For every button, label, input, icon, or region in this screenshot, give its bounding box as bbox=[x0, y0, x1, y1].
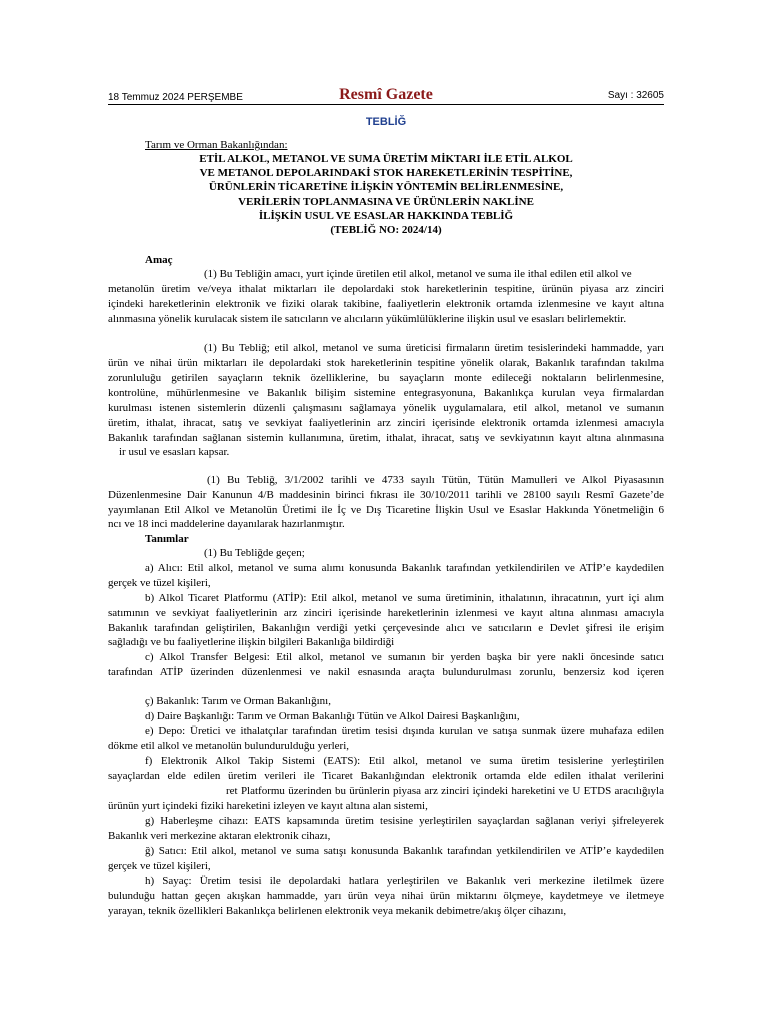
body-line: ir usul ve esasları kapsar. bbox=[119, 446, 230, 458]
title-line: İLİŞKİN USUL VE ESASLAR HAKKINDA TEBLİĞ bbox=[258, 209, 514, 222]
body-line: sağladığı ve bu faaliyetlerine ilişkin bilgileri Bakanlığa bildirdiği bbox=[108, 636, 395, 648]
body-line: Bakanlık tarafından sağlanan sistemin kullanımına, üretim, ithalat, ihracat, satış ve sevkiyatının kayıt altına alınmasına bbox=[108, 432, 664, 444]
issue-number: Sayı : 32605 bbox=[607, 90, 664, 101]
body-line: kurulması istenen sistemlerin düzenli çalışmasını sağlamaya yönelik uygulamalara, etil alkol, metanol ve sumanın bbox=[108, 402, 664, 414]
gazette-title: Resmî Gazete bbox=[339, 86, 433, 103]
ministry-name: Tarım ve Orman Bakanlığından: bbox=[145, 139, 288, 151]
issue-date: 18 Temmuz 2024 PERŞEMBE bbox=[108, 92, 243, 103]
title-line: VE METANOL DEPOLARINDAKİ STOK HAREKETLERİNİN TESPİTİNE, bbox=[199, 167, 573, 180]
body-line: (1) Bu Tebliğ, 3/1/2002 tarihli ve 4733 sayılı Tütün, Tütün Mamulleri ve Alkol Piyasasının bbox=[207, 474, 664, 486]
body-line: a) Alıcı: Etil alkol, metanol ve suma alımı konusunda Bakanlık tarafından yetkilendirilen ve ATİP’e kaydedilen bbox=[145, 562, 664, 574]
body-line: Bakanlık veri merkezine aktaran elektronik cihazı, bbox=[108, 830, 331, 842]
body-line: d) Daire Başkanlığı: Tarım ve Orman Bakanlığı Tütün ve Alkol Dairesi Başkanlığını, bbox=[145, 710, 520, 722]
body-line: Bakanlık tarafından geliştirilen, Bakanlığın verdiği yetki çerçevesinde alıcı ve satıcıların e Devlet şifresi ile erişim bbox=[108, 622, 664, 634]
body-line: sayaçlardan elde edilen üretim verileri ile Ticaret Bakanlığından elektronik ortamda elde edilen ithalat verilerini bbox=[108, 770, 664, 782]
body-line: ncı ve 18 inci maddelerine dayanılarak hazırlanmıştır. bbox=[108, 518, 345, 530]
body-line: ret Platformu üzerinden bu ürünlerin piyasa arz zinciri içindeki hareketini ve U ETDS aracılığıyla bbox=[226, 785, 664, 797]
body-line: ç) Bakanlık: Tarım ve Orman Bakanlığını, bbox=[145, 695, 331, 707]
body-line: (1) Bu Tebliğde geçen; bbox=[204, 547, 305, 559]
body-line: zorunluluğu getirilen sayaçların teknik özelliklerine, bu sayaçların monte edileceği noktaların belirlenmesine, bbox=[108, 372, 664, 384]
gazette-header bbox=[108, 86, 664, 110]
body-line: gerçek ve tüzel kişileri, bbox=[108, 860, 211, 872]
body-line: kontrolüne, mühürlenmesine ve Bakanlık bilişim sistemine entegrasyonuna, Bakanlıkça kurulan veya firmalardan bbox=[108, 387, 664, 399]
body-line: (1) Bu Tebliğ; etil alkol, metanol ve suma üreticisi firmaların üretim tesislerindeki hammadde, yarı bbox=[204, 342, 664, 354]
body-line: dökme etil alkol ve metanolün bulundurulduğu yerleri, bbox=[108, 740, 350, 752]
body-line: tarafından ATİP üzerinden düzenlenmesi ve nakil esnasında araçta bulundurulması zorunlu, benzersiz kod içeren bbox=[108, 666, 664, 678]
body-line: bulunduğu hattan geçen akışkan hammadde, yarı ürün veya nihai ürün miktarını ölçmeye, kaydetmeye ve iletmeye bbox=[108, 890, 664, 902]
body-line: ürünün yurt içindeki fiziki hareketini izleyen ve kayıt altına alan sistemi, bbox=[108, 800, 428, 812]
body-line: g) Haberleşme cihazı: EATS kapsamında üretim tesisine yerleştirilen sayaçlardan sağlanan veriyi şifreleyerek bbox=[145, 815, 664, 827]
body-line: içindeki hareketlerinin elektronik ve fiziki olarak takibine, faaliyetlerin elektronik ortamda izlenmesine ve kayıt altına bbox=[108, 298, 664, 310]
body-line: c) Alkol Transfer Belgesi: Etil alkol, metanol ve sumanın bir yerden başka bir yere nakli öncesinde satıcı bbox=[145, 651, 664, 663]
body-line: ürün ve nihai ürün miktarları ile depolardaki stok hareketlerinin tespitine yönelik olarak, Bakanlık tarafından takılma bbox=[108, 357, 664, 369]
document-title bbox=[108, 152, 664, 237]
body-line: (1) Bu Tebliğin amacı, yurt içinde üretilen etil alkol, metanol ve suma ile ithal edilen etil alkol ve bbox=[204, 268, 632, 280]
body-line: ğ) Satıcı: Etil alkol, metanol ve suma satışı konusunda Bakanlık tarafından yetkilendirilen ve ATİP’e kaydedilen bbox=[145, 845, 664, 857]
heading-amac: Amaç bbox=[145, 254, 173, 266]
body-line: satımının ve sevkiyat faaliyetlerinin arz zinciri içerisinde hareketlerinin izlenmesi ve kayıt altına alınması amacıyla bbox=[108, 607, 664, 619]
body-line: e) Depo: Üretici ve ithalatçılar tarafından üretim tesisi dışında kurulan ve satışa sunmak üzere muhafaza edilen bbox=[145, 725, 664, 737]
body-line: alınmasına yönelik kurulacak sistem ile satıcıların ve alıcıların yükümlülüklerine ilişkin usul ve esasları belirlemektir. bbox=[108, 313, 627, 325]
title-line: (TEBLİĞ NO: 2024/14) bbox=[330, 224, 442, 237]
title-line: ETİL ALKOL, METANOL VE SUMA ÜRETİM MİKTARI İLE ETİL ALKOL bbox=[199, 153, 573, 165]
body-line: b) Alkol Ticaret Platformu (ATİP): Etil alkol, metanol ve suma üretiminin, ithalatının, ihracatının, yurt içi alım bbox=[145, 592, 664, 604]
header-divider bbox=[108, 104, 664, 105]
body-line: f) Elektronik Alkol Takip Sistemi (EATS): Etil alkol, metanol ve suma üretim tesislerine yerleştirilen bbox=[145, 755, 664, 767]
section-label: TEBLİĞ bbox=[365, 116, 407, 128]
body-line: h) Sayaç: Üretim tesisi ile depolardaki hatlara yerleştirilen ve Bakanlık veri merkezine iletilmek üzere bbox=[145, 875, 664, 887]
heading-tanimlar: Tanımlar bbox=[145, 533, 189, 545]
title-line: ÜRÜNLERİN TİCARETİNE İLİŞKİN YÖNTEMİN BELİRLENMESİNE, bbox=[208, 181, 564, 194]
body-line: Düzenlenmesine Dair Kanunun 4/B maddesinin birinci fıkrası ile 30/10/2011 tarihli ve 28100 sayılı Resmî Gazete’de bbox=[108, 489, 664, 501]
body-line: yayımlanan Etil Alkol ve Metanolün Üretimi ile İç ve Dış Ticaretine İlişkin Usul ve Esaslar Hakkında Yönetmeliğin 6 bbox=[108, 504, 664, 516]
body-line: üretim, ithalat, ihracat, satış ve sevkiyat faaliyetlerinin arz zinciri içerisinde elektronik ortamda izlenmesi amacıyla bbox=[108, 417, 664, 429]
body-line: yarayan, teknik özellikleri Bakanlıkça belirlenen elektronik veya mekanik debimetre/akış ölçer cihazını, bbox=[108, 905, 567, 917]
body-line: gerçek ve tüzel kişileri, bbox=[108, 577, 211, 589]
body-line: metanolün üretim ve/veya ithalat miktarları ile depolardaki stok hareketlerinin tespitine, ürünün piyasa arz zinciri bbox=[108, 283, 664, 295]
title-line: VERİLERİN TOPLANMASINA VE ÜRÜNLERİN NAKLİNE bbox=[238, 195, 534, 208]
